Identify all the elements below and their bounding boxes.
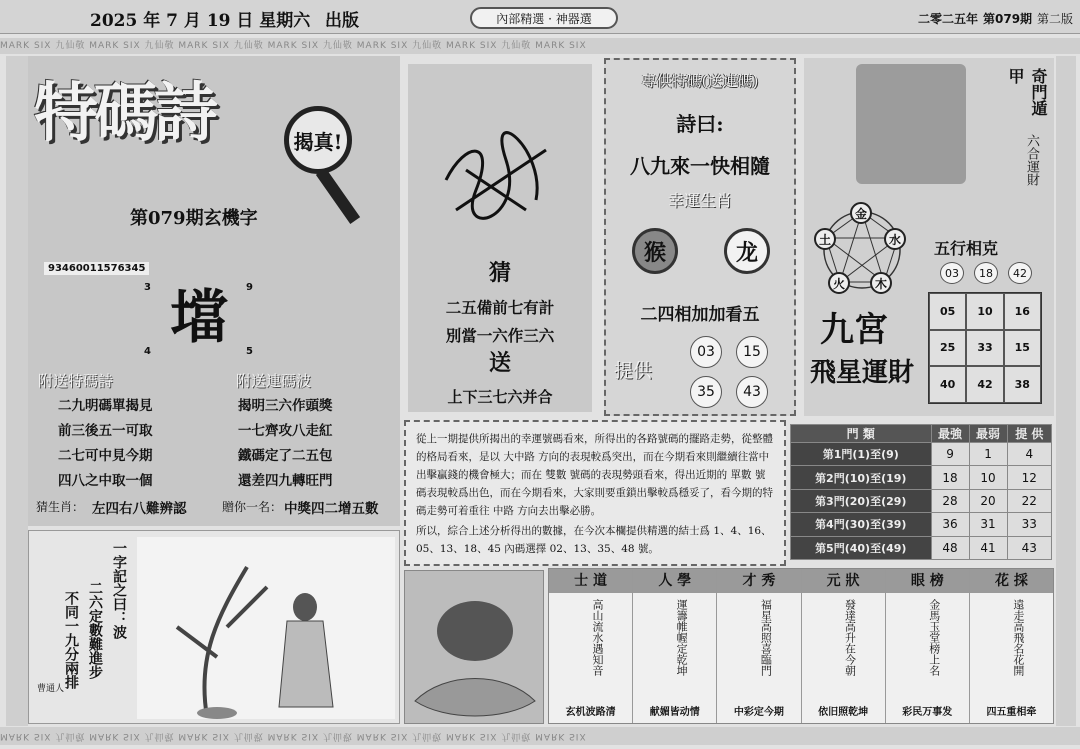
row-label: 第2門(10)至(19)	[791, 466, 932, 489]
number-ball: 03	[940, 262, 964, 284]
card-title: 眼 榜	[886, 569, 969, 593]
palace-cell: 33	[966, 330, 1003, 367]
page-number: 第二版	[1037, 12, 1074, 26]
table-row	[791, 443, 1052, 466]
palace-cell: 25	[929, 330, 966, 367]
warrior-illustration	[856, 64, 966, 184]
max-cell: 48	[931, 536, 969, 559]
add-line: 二四相加加看五	[640, 305, 760, 325]
gift-value: 中獎四二增五數	[284, 501, 379, 517]
feixing-title: 飛星運財	[810, 358, 915, 388]
poem-line: 八九來一快相隨	[630, 154, 770, 178]
article-conclusion: 所以，綜合上述分析得出的數據，在今次本欄提供精選的結士爲 1、4、16、05、13、18、45 內碼選擇 02、13、35、48 號。	[416, 525, 772, 555]
poem-line: 鐵碼定了二五包	[238, 448, 333, 464]
lucky-label: 幸運生肖	[667, 191, 732, 210]
guess-bottom-line: 上下三七六并合	[447, 388, 553, 406]
article-body: 從上一期提供所揭出的幸運號碼看來，所得出的各路號碼的擺路走勢，從整體的格局看來，是以 大中路 方向的表現較爲突出，而在今期看來則繼續往當中出擊贏錢的機會極大；而在 雙數 號碼的表現勢頭看來，得出近期的 單數 號碼表現較爲出色，而在今期看來，大家則要重鎖出擊較爲穩妥了，看今期的特碼走勢可着重往 中路 方向去出擊必勝。	[416, 433, 773, 517]
card-caption: 中彩定今期	[733, 707, 784, 718]
number-ball: 35	[690, 376, 722, 408]
card-title: 花 採	[970, 569, 1053, 593]
fortune-panel	[804, 58, 1054, 416]
palace-cell: 42	[966, 366, 1003, 403]
figure-card	[886, 569, 970, 723]
dragon-illustration	[404, 570, 544, 724]
poem-left	[58, 394, 218, 494]
min-cell: 31	[969, 513, 1007, 536]
poem-line: 前三後五一可取	[58, 423, 153, 439]
palace-cell: 15	[1004, 330, 1041, 367]
row-label: 第3門(20)至(29)	[791, 489, 932, 512]
palace-cell: 10	[966, 293, 1003, 330]
row-label: 第1門(1)至(9)	[791, 443, 932, 466]
scholar-poem-1: 二六定數難進步	[87, 581, 103, 679]
poem-line: 四八之中取一個	[58, 473, 153, 489]
number-ball: 43	[736, 376, 768, 408]
scholar-signature: 曹通人	[37, 684, 65, 694]
group-stats-table	[790, 424, 1052, 560]
card-verse: 發達高升在今朝	[843, 599, 857, 676]
panel-title: 特碼詩	[34, 76, 214, 151]
figure-card	[549, 569, 633, 723]
figure-card	[802, 569, 886, 723]
special-number-panel	[604, 58, 796, 416]
issue-date: 2025 年 7 月 19 日 星期六	[90, 11, 311, 31]
zodiac-monkey: 猴	[632, 228, 678, 274]
card-title: 士 道	[549, 569, 632, 593]
table-row	[791, 489, 1052, 512]
analysis-article	[404, 420, 786, 566]
max-cell: 28	[931, 489, 969, 512]
column-header: 最強	[931, 425, 969, 443]
palace-cell: 05	[929, 293, 966, 330]
guess-label: 猜	[488, 260, 511, 286]
jiugong-title: 九宮	[820, 310, 888, 350]
pick-cell: 43	[1007, 536, 1051, 559]
poem-line: 揭明三六作頭獎	[238, 398, 333, 414]
scholar-panel	[28, 530, 400, 724]
element-earth: 土	[814, 228, 836, 250]
send-label: 送	[488, 350, 511, 376]
phone-number: 93460011576345	[44, 262, 149, 275]
figure-card	[717, 569, 801, 723]
poem-line: 一七齊攻八走紅	[238, 423, 333, 439]
card-caption: 四五重相牵	[986, 707, 1037, 718]
dragon-drawing	[405, 571, 545, 725]
max-cell: 18	[931, 466, 969, 489]
watermark-top: MARK SIX 九仙敬 MARK SIX 九仙敬 MARK SIX 九仙敬 MARK SIX 九仙敬 MARK SIX 九仙敬 MARK SIX 九仙敬 MARK SIX	[0, 38, 1080, 54]
card-caption: 玄机波路清	[565, 707, 616, 718]
pick-cell: 4	[1007, 443, 1051, 466]
scholar-illustration	[137, 537, 395, 719]
card-caption: 依旧照乾坤	[818, 707, 869, 718]
scholar-title: 一字記之曰：波	[111, 541, 127, 639]
watermark-right	[1056, 56, 1076, 726]
poem-right	[238, 394, 398, 494]
palace-cell: 40	[929, 366, 966, 403]
watermark-bottom: MARK SIX 九仙敬 MARK SIX 九仙敬 MARK SIX 九仙敬 MARK SIX 九仙敬 MARK SIX 九仙敬 MARK SIX 九仙敬 MARK SIX	[0, 727, 1080, 745]
corner-5: 5	[246, 346, 253, 357]
number-ball: 18	[974, 262, 998, 284]
magnifier-icon	[284, 106, 352, 174]
row-label: 第4門(30)至(39)	[791, 513, 932, 536]
poem-line: 二九明碼單揭見	[58, 398, 153, 414]
card-title: 人 學	[633, 569, 716, 593]
pick-cell: 12	[1007, 466, 1051, 489]
edition-label: 出版	[325, 11, 359, 31]
sub-right-title: 附送連碼波	[236, 372, 312, 390]
guess-panel	[408, 64, 592, 412]
card-caption: 彩民万事发	[902, 707, 953, 718]
min-cell: 20	[969, 489, 1007, 512]
figure-cards	[548, 568, 1054, 724]
poem-label: 詩曰:	[676, 112, 724, 136]
poem-line: 二七可中見今期	[58, 448, 153, 464]
table-row	[791, 536, 1052, 559]
corner-4: 4	[144, 346, 151, 357]
max-cell: 36	[931, 513, 969, 536]
handwritten-scribble	[436, 130, 556, 226]
masthead	[0, 0, 1080, 34]
palace-cell: 38	[1004, 366, 1041, 403]
card-verse: 福星高照喜臨門	[759, 599, 773, 676]
nine-palace-grid	[928, 292, 1042, 404]
special-poem-panel	[28, 56, 400, 526]
title-tag: 揭真!	[293, 129, 343, 154]
number-ball: 42	[1008, 262, 1032, 284]
element-metal: 金	[850, 202, 872, 224]
guess-line-2: 別當一六作三六	[445, 326, 555, 345]
column-header: 提 供	[1007, 425, 1051, 443]
group-table	[790, 424, 1052, 560]
scholar-poem-2: 不同一九分兩排	[63, 591, 79, 689]
card-caption: 献媚皆动情	[649, 707, 700, 718]
zodiac-dragon: 龙	[724, 228, 770, 274]
column-header: 門 類	[791, 425, 932, 443]
palace-cell: 16	[1004, 293, 1041, 330]
issue-title: 第079期玄機字	[130, 208, 258, 229]
card-verse: 遠走高飛名花開	[1011, 599, 1025, 676]
table-row	[791, 466, 1052, 489]
card-title: 元 狀	[802, 569, 885, 593]
special-header: 專供特碼(送連碼)	[641, 72, 759, 90]
sub-left-title: 附送特碼詩	[38, 372, 114, 390]
guess-line-1: 二五備前七有計	[445, 298, 555, 317]
liuhe-label: 六合運財	[1024, 134, 1039, 186]
center-badge: 內部精選 · 神器選	[470, 7, 618, 29]
guess-value: 左四右八難辨認	[92, 501, 187, 517]
min-cell: 41	[969, 536, 1007, 559]
provide-label: 提供	[614, 360, 653, 382]
issue-number: 第079期	[983, 12, 1033, 26]
element-fire: 火	[828, 272, 850, 294]
corner-3: 3	[144, 282, 151, 293]
magnifier-handle	[316, 168, 360, 224]
gift-label: 贈你一名：	[222, 500, 283, 514]
number-ball: 03	[690, 336, 722, 368]
figure-card	[970, 569, 1053, 723]
guess-label: 猜生肖：	[36, 500, 85, 514]
poem-line: 還差四九轉旺門	[238, 473, 333, 489]
element-wood: 木	[870, 272, 892, 294]
min-cell: 1	[969, 443, 1007, 466]
card-verse: 運籌帷幄定乾坤	[675, 599, 689, 676]
element-water: 水	[884, 228, 906, 250]
qimen-label: 奇門遁甲	[1006, 68, 1048, 116]
year-cn: 二零二五年	[918, 12, 979, 26]
max-cell: 9	[931, 443, 969, 466]
row-label: 第5門(40)至(49)	[791, 536, 932, 559]
mystery-character: 壋	[169, 283, 228, 351]
wuxing-title: 五行相克	[934, 239, 999, 258]
table-row	[791, 513, 1052, 536]
column-header: 最弱	[969, 425, 1007, 443]
number-ball: 15	[736, 336, 768, 368]
tree-and-scholar-drawing	[137, 537, 395, 719]
card-title: 才 秀	[717, 569, 800, 593]
pick-cell: 22	[1007, 489, 1051, 512]
card-verse: 高山流水遇知音	[591, 599, 604, 676]
figure-card	[633, 569, 717, 723]
watermark-left	[6, 56, 28, 726]
card-verse: 金馬玉堂榜上名	[927, 599, 941, 676]
pick-cell: 33	[1007, 513, 1051, 536]
corner-9: 9	[246, 282, 253, 293]
min-cell: 10	[969, 466, 1007, 489]
